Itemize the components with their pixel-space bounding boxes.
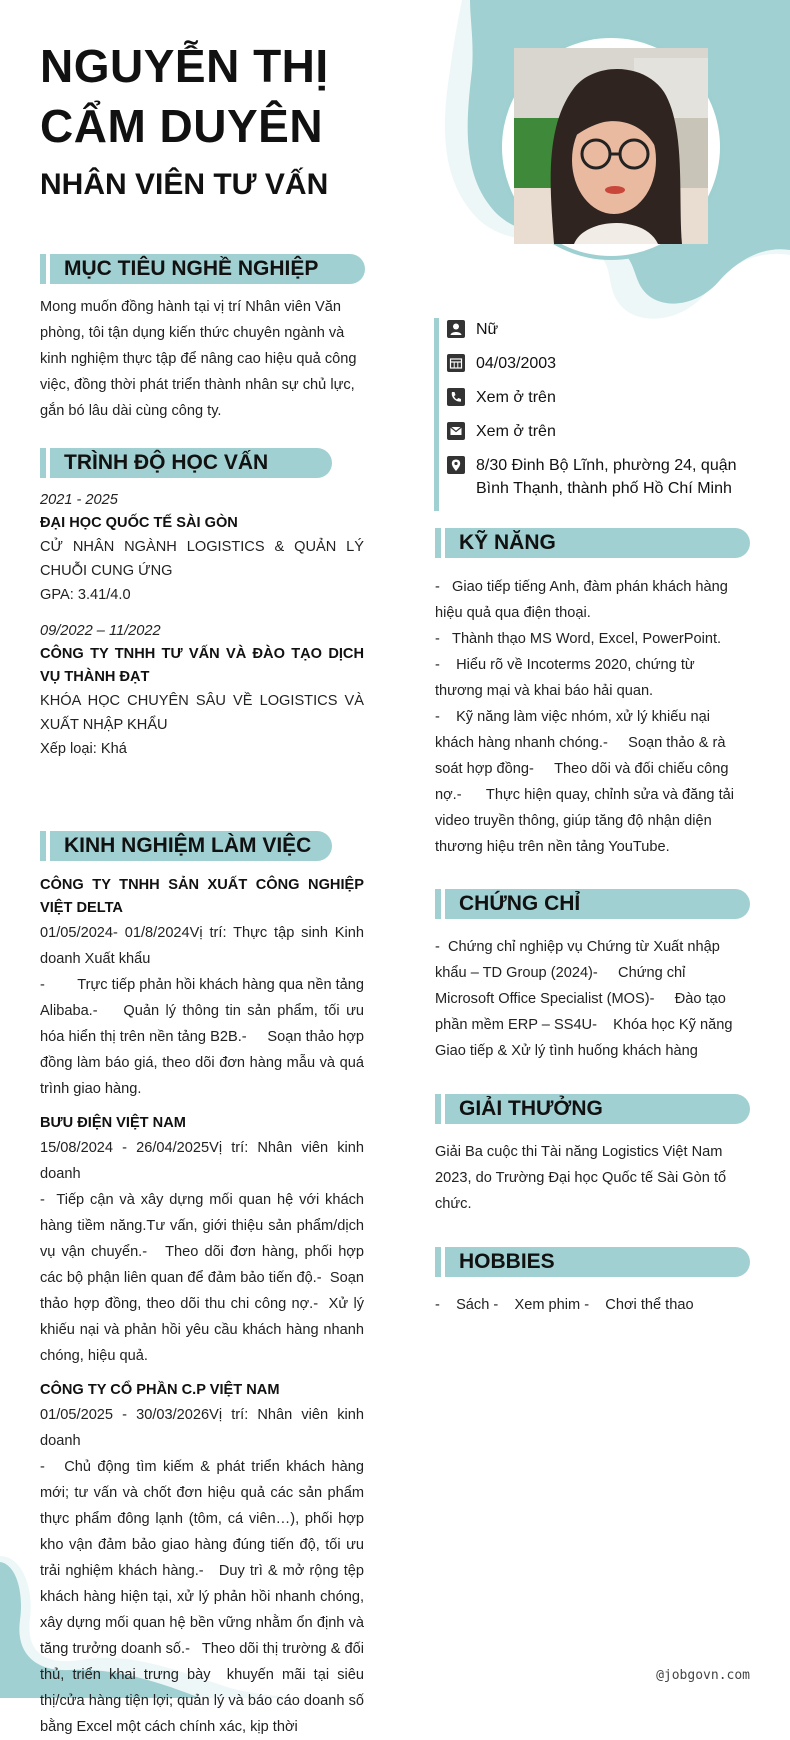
experience-desc: - Tiếp cận và xây dựng mối quan hệ với khách hàng tiềm năng.Tư vấn, giới thiệu sản phẩm/dịch vụ vận chuyển.- Theo dõi đơn hàng, phối hợp các bộ phận liên quan để đảm bảo tiến độ.- Soạn thảo hợp đồng, theo dõi thu chi công nợ.- Xử lý khiếu nại và phản hồi yêu cầu khách hàng nhanh chóng, hiệu quả. — [40, 1192, 364, 1364]
gender-value: Nữ — [476, 321, 499, 338]
education-major: KHÓA HỌC CHUYÊN SÂU VỀ LOGISTICS VÀ XUẤT NHẬP KHẨU — [40, 693, 364, 733]
experience-meta: 15/08/2024 - 26/04/2025Vị trí: Nhân viên kinh doanh — [40, 1140, 364, 1182]
email-value: Xem ở trên — [476, 423, 556, 440]
user-icon — [447, 320, 465, 338]
skills-text: - Giao tiếp tiếng Anh, đàm phán khách hàng hiệu quả qua điện thoại. - Thành thạo MS Word, Excel, PowerPoint. - Hiểu rõ về Incoterms 2020, chứng từ thương mại và khai báo hải quan. - Kỹ năng làm việc nhóm, xử lý khiếu nại khách hàng nhanh chóng.- Soạn thảo & rà soát hợp đồng- Theo dõi và đối chiếu công nợ.- Thực hiện quay, chỉnh sửa và đăng tải video truyền thông, giúp tăng độ nhận diện thương hiệu trên nền tảng YouTube. — [435, 579, 734, 855]
experience-desc: - Chủ động tìm kiếm & phát triển khách hàng mới; tư vấn và chốt đơn hiệu quả các sản phẩm thực phẩm đông lạnh (tôm, cá viên…), phối hợp kho vận đảm bảo giao hàng đúng tiến độ, tối ưu trải nghiệm khách hàng.- Duy trì & mở rộng tệp khách hàng hiện tại, xử lý phản hồi nhanh chóng, xây dựng mối quan hệ bền vững nhằm ổn định và tăng trưởng doanh số.- Theo dõi thị trường & đối thủ, triển khai trưng bày khuyến mãi tại siêu thị/cửa hàng tiện lợi; quản lý và báo cáo doanh số bằng Excel một cách chính xác, kịp thời — [40, 1459, 364, 1735]
candidate-name — [40, 36, 440, 156]
education-note: Xếp loại: Khá — [40, 741, 127, 757]
experience-title: KINH NGHIỆM LÀM VIỆC — [64, 834, 312, 857]
experience-item — [40, 1379, 364, 1740]
profile-photo — [514, 48, 708, 244]
contact-email — [447, 420, 754, 443]
experience-company: BƯU ĐIỆN VIỆT NAM — [40, 1115, 186, 1131]
hobbies-title: HOBBIES — [459, 1250, 555, 1273]
education-school: CÔNG TY TNHH TƯ VẤN VÀ ĐÀO TẠO DỊCH VỤ THÀNH ĐẠT — [40, 646, 364, 685]
education-period: 09/2022 – 11/2022 — [40, 623, 161, 639]
experience-desc: - Trực tiếp phản hồi khách hàng qua nền tảng Alibaba.- Quản lý thông tin sản phẩm, tối ưu hóa hiển thị trên nền tảng B2B.- Soạn thảo hợp đồng làm báo giá, theo dõi đơn hàng mẫu và quá trình giao hàng. — [40, 977, 365, 1097]
awards-title: GIẢI THƯỞNG — [459, 1097, 603, 1120]
experience-meta: 01/05/2025 - 30/03/2026Vị trí: Nhân viên kinh doanh — [40, 1407, 364, 1449]
phone-value: Xem ở trên — [476, 389, 556, 406]
experience-list — [40, 874, 364, 1740]
education-item — [40, 619, 364, 761]
awards-text: Giải Ba cuộc thi Tài năng Logistics Việt Nam 2023, do Trường Đại học Quốc tế Sài Gòn tổ chức. — [435, 1144, 727, 1212]
experience-meta: 01/05/2024- 01/8/2024Vị trí: Thực tập sinh Kinh doanh Xuất khẩu — [40, 925, 364, 967]
phone-icon — [447, 388, 465, 406]
address-value: 8/30 Đinh Bộ Lĩnh, phường 24, quận Bình Thạnh, thành phố Hồ Chí Minh — [476, 457, 737, 497]
dob-value: 04/03/2003 — [476, 355, 557, 372]
objective-title: MỤC TIÊU NGHỀ NGHIỆP — [64, 257, 319, 280]
section-header-certificates — [435, 889, 750, 919]
skills-title: KỸ NĂNG — [459, 531, 556, 554]
experience-company: CÔNG TY TNHH SẢN XUẤT CÔNG NGHIỆP VIỆT DELTA — [40, 877, 364, 916]
section-header-skills — [435, 528, 750, 558]
contact-gender — [447, 318, 754, 341]
education-list — [40, 488, 364, 761]
certificates-title: CHỨNG CHỈ — [459, 892, 581, 915]
calendar-icon — [447, 354, 465, 372]
section-header-hobbies — [435, 1247, 750, 1277]
contact-address — [447, 454, 754, 500]
watermark: @jobgovn.com — [656, 1668, 750, 1683]
experience-company: CÔNG TY CỔ PHẦN C.P VIỆT NAM — [40, 1382, 280, 1398]
mail-icon — [447, 422, 465, 440]
name-line-2: CẨM DUYÊN — [40, 100, 324, 152]
education-item — [40, 488, 364, 607]
certificates-text: - Chứng chỉ nghiệp vụ Chứng từ Xuất nhập khẩu – TD Group (2024)- Chứng chỉ Microsoft Office Specialist (MOS)- Đào tạo phần mềm ERP – SS4U- Khóa học Kỹ năng Giao tiếp & Xử lý tình huống khách hàng — [435, 939, 733, 1059]
section-header-education — [40, 448, 332, 478]
education-note: GPA: 3.41/4.0 — [40, 587, 131, 603]
contact-dob — [447, 352, 754, 375]
contact-info — [434, 318, 754, 511]
experience-item — [40, 1112, 364, 1369]
hobbies-text: - Sách - Xem phim - Chơi thể thao — [435, 1297, 694, 1313]
job-title: NHÂN VIÊN TƯ VẤN — [40, 168, 329, 201]
experience-item — [40, 874, 364, 1102]
name-line-1: NGUYỄN THỊ — [40, 40, 329, 92]
section-header-awards — [435, 1094, 750, 1124]
education-period: 2021 - 2025 — [40, 492, 118, 508]
contact-phone — [447, 386, 754, 409]
education-title: TRÌNH ĐỘ HỌC VẤN — [64, 451, 269, 474]
section-header-experience — [40, 831, 332, 861]
education-major: CỬ NHÂN NGÀNH LOGISTICS & QUẢN LÝ CHUỖI CUNG ỨNG — [40, 539, 364, 579]
location-icon — [447, 456, 465, 474]
education-school: ĐẠI HỌC QUỐC TẾ SÀI GÒN — [40, 515, 238, 531]
section-header-objective — [40, 254, 365, 284]
objective-text: Mong muốn đồng hành tại vị trí Nhân viên Văn phòng, tôi tận dụng kiến thức chuyên ngành và kinh nghiệm thực tập để nâng cao hiệu quả công việc, đồng thời phát triển thành nhân sự chủ lực, gắn bó lâu dài cùng công ty. — [40, 299, 357, 419]
